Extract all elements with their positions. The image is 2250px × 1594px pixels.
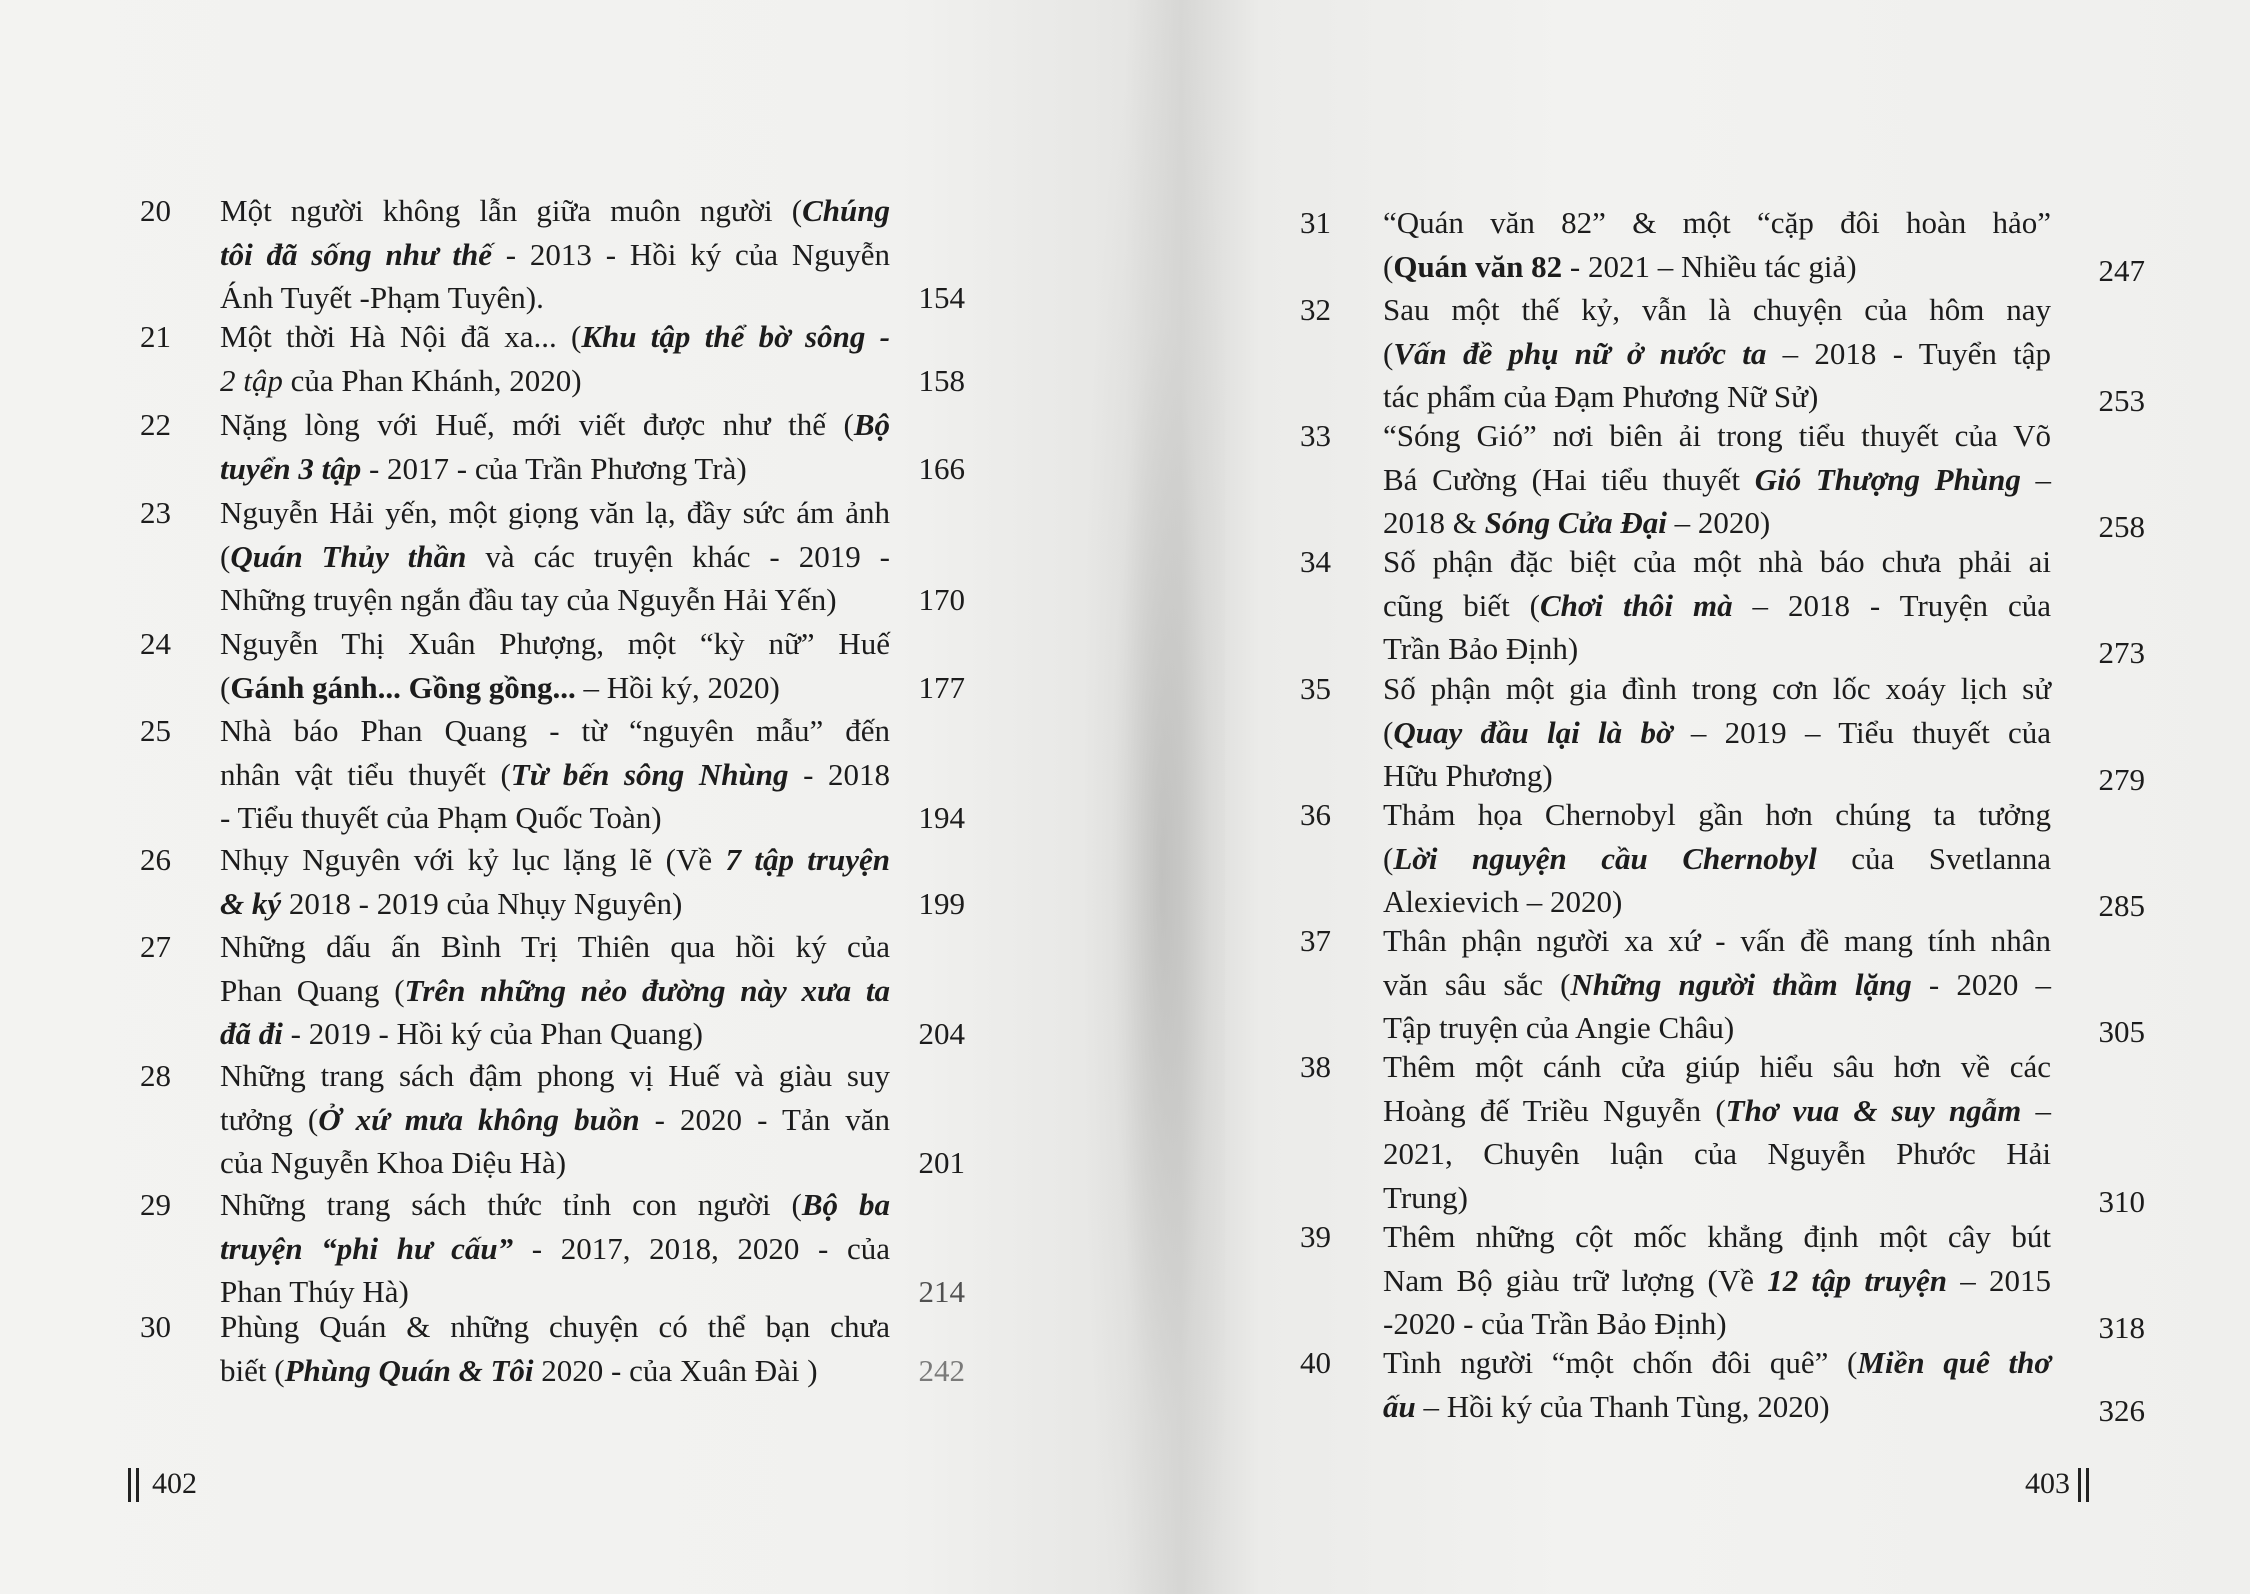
toc-entry-title-line	[220, 709, 890, 753]
toc-entry-title	[220, 709, 890, 840]
book-title-text: Chúng	[802, 193, 890, 228]
toc-entry-page: 258	[2098, 509, 2145, 544]
entry-text: - 2019 - Hồi ký của Phan Quang)	[282, 1016, 704, 1051]
entry-text: Những truyện ngắn đầu tay của Nguyễn Hải Yến)	[220, 582, 837, 617]
book-title-text: Miền quê thơ	[1857, 1345, 2051, 1380]
toc-entry-title	[1383, 1045, 2051, 1219]
toc-entry-number: 29	[140, 1187, 171, 1222]
toc-entry-title-line	[220, 838, 890, 882]
entry-text: tưởng (	[220, 1101, 319, 1137]
toc-entry-page: 170	[918, 582, 965, 617]
toc-entry-page: 158	[918, 362, 965, 398]
entry-text: – 2019 – Tiểu thuyết của	[1672, 714, 2051, 750]
toc-entry-title-line	[220, 189, 890, 233]
book-title-text: & ký	[220, 885, 282, 921]
book-title-text: Thơ vua & suy ngẫm	[1725, 1092, 2022, 1128]
toc-entry-title-line	[1383, 1176, 2051, 1220]
toc-entry-title-line	[1383, 1215, 2051, 1259]
book-title-text: Quán Thủy thần	[230, 538, 467, 574]
entry-text: – 2018 - Tuyển tập	[1766, 335, 2051, 371]
toc-entry-page: 305	[2098, 1014, 2145, 1049]
toc-entry-page: 214	[918, 1274, 965, 1309]
entry-text: – Hồi ký, 2020)	[575, 669, 780, 705]
entry-text: Nhà báo Phan Quang - từ “nguyên mẫu” đến	[220, 713, 890, 748]
toc-entry-title-line	[220, 1183, 890, 1227]
book-title-text: Phùng Quán & Tôi	[284, 1352, 534, 1388]
toc-entry	[1300, 288, 2145, 419]
toc-entry-title-line	[1383, 584, 2051, 628]
toc-entry	[140, 709, 965, 840]
entry-text: – Hồi ký của Thanh Tùng, 2020)	[1415, 1388, 1830, 1424]
toc-entry-number: 34	[1300, 544, 1331, 579]
entry-text: Số phận đặc biệt của một nhà báo chưa phải ai	[1383, 544, 2051, 579]
toc-entry-title-line	[220, 753, 890, 797]
entry-text: Số phận một gia đình trong cơn lốc xoáy lịch sử	[1383, 671, 2051, 706]
toc-entry-title-line	[1383, 458, 2051, 502]
toc-entry-title-line	[1383, 919, 2051, 963]
entry-text: Hữu Phương)	[1383, 758, 1553, 793]
toc-entry-title-line	[220, 925, 890, 969]
toc-entry-title	[220, 1305, 890, 1392]
entry-text: (	[1383, 335, 1394, 371]
entry-text: của Nguyễn Khoa Diệu Hà)	[220, 1145, 567, 1180]
book-title-text: Gió Thượng Phùng	[1754, 461, 2021, 497]
entry-text: – 2015	[1947, 1262, 2051, 1298]
toc-entry-number: 28	[140, 1058, 171, 1093]
folio-bars-icon	[2078, 1466, 2094, 1502]
toc-entry-title-line	[220, 276, 890, 320]
entry-text: 2018 &	[1383, 505, 1485, 540]
entry-text: Phan Thúy Hà)	[220, 1274, 409, 1309]
toc-entry-title-line	[1383, 288, 2051, 332]
entry-text: Ánh Tuyết -Phạm Tuyên).	[220, 280, 544, 315]
toc-entry-title-line	[1383, 375, 2051, 419]
toc-entry	[140, 315, 965, 402]
toc-entry-number: 23	[140, 495, 171, 530]
toc-entry-title-line	[220, 666, 890, 710]
toc-entry-page: 247	[2098, 252, 2145, 288]
entry-text: Bá Cường (Hai tiểu thuyết	[1383, 461, 1755, 497]
toc-entry-title-line	[1383, 711, 2051, 755]
book-title-text: Trên những nẻo đường này xưa ta	[404, 972, 890, 1008]
toc-entry-number: 35	[1300, 671, 1331, 706]
entry-text: Nguyễn Hải yến, một giọng văn lạ, đầy sức ám ảnh	[220, 495, 890, 530]
toc-entry-title-line	[1383, 332, 2051, 376]
book-title-text: 12 tập truyện	[1767, 1262, 1948, 1298]
toc-entry	[1300, 667, 2145, 798]
toc-entry-number: 38	[1300, 1049, 1331, 1084]
toc-entry-title-line	[1383, 963, 2051, 1007]
toc-entry-title	[1383, 667, 2051, 798]
toc-entry-number: 27	[140, 929, 171, 964]
toc-entry-title-line	[220, 622, 890, 666]
book-title-text: Ở xứ mưa không buồn	[318, 1101, 640, 1137]
toc-entry-title-line	[220, 1349, 890, 1393]
toc-entry-title-line	[1383, 1302, 2051, 1346]
book-title-text: Lời nguyện cầu Chernobyl	[1393, 840, 1817, 876]
toc-entry-number: 33	[1300, 418, 1331, 453]
book-title-text: tôi đã sống như thế	[220, 236, 492, 272]
entry-text: Tình người “một chốn đôi quê” (	[1383, 1345, 1858, 1380]
toc-entry-title-line	[1383, 414, 2051, 458]
entry-text: –	[2020, 461, 2051, 497]
toc-entry	[1300, 919, 2145, 1050]
entry-text: Những trang sách đậm phong vị Huế và giàu suy	[220, 1058, 890, 1093]
toc-entry	[1300, 1341, 2145, 1428]
toc-entry-page: 242	[918, 1352, 965, 1388]
book-title-text: Bộ	[853, 407, 890, 442]
toc-entry-title-line	[1383, 667, 2051, 711]
toc-entry-title	[220, 622, 890, 709]
book-title-text: truyện “phi hư cấu”	[220, 1230, 514, 1266]
toc-entry-title	[220, 403, 890, 490]
toc-entry-title	[220, 838, 890, 925]
toc-entry-number: 40	[1300, 1345, 1331, 1380]
entry-text: Trần Bảo Định)	[1383, 631, 1579, 666]
toc-entry-page: 326	[2098, 1392, 2145, 1428]
toc-entry-title-line	[1383, 880, 2051, 924]
entry-text: Nặng lòng với Huế, mới viết được như thế (	[220, 407, 854, 442]
entry-text: Một người không lẫn giữa muôn người (	[220, 193, 803, 228]
entry-text: (	[1383, 714, 1394, 750]
entry-text: của Svetlanna	[1816, 840, 2052, 876]
entry-text: Thêm một cánh cửa giúp hiểu sâu hơn về các	[1383, 1049, 2051, 1084]
toc-entry-title-line	[1383, 201, 2051, 245]
toc-entry-title	[220, 925, 890, 1056]
toc-entry-title-line	[1383, 1385, 2051, 1429]
entry-text: Một thời Hà Nội đã xa... (	[220, 319, 582, 354]
book-title-text: Quán văn 82	[1393, 248, 1563, 284]
book-title-text: đã đi	[220, 1016, 283, 1051]
toc-entry-page: 166	[918, 450, 965, 486]
entry-text: của Phan Khánh, 2020)	[282, 362, 582, 398]
toc-entry-title-line	[1383, 245, 2051, 289]
entry-text: Những dấu ấn Bình Trị Thiên qua hồi ký của	[220, 929, 890, 964]
toc-entry-number: 25	[140, 713, 171, 748]
toc-entry-number: 22	[140, 407, 171, 442]
entry-text: cũng biết (	[1383, 587, 1540, 623]
toc-entry-page: 201	[918, 1145, 965, 1180]
entry-text: Nhụy Nguyên với kỷ lục lặng lẽ (Về	[220, 842, 726, 877]
toc-entry	[140, 1054, 965, 1185]
entry-text: (	[220, 669, 231, 705]
toc-entry-number: 20	[140, 193, 171, 228]
entry-text: Thảm họa Chernobyl gần hơn chúng ta tưởng	[1383, 797, 2051, 832]
toc-entry-title-line	[220, 1012, 890, 1056]
toc-entry-title-line	[1383, 1089, 2051, 1133]
entry-text: Phan Quang (	[220, 972, 405, 1008]
toc-entry-number: 26	[140, 842, 171, 877]
entry-text: Tập truyện của Angie Châu)	[1383, 1010, 1735, 1045]
toc-entry	[1300, 201, 2145, 288]
book-title-text: tuyển 3 tập	[220, 450, 362, 486]
toc-entry-number: 31	[1300, 205, 1331, 240]
toc-entry-number: 36	[1300, 797, 1331, 832]
toc-entry-title-line	[220, 796, 890, 840]
entry-text: (	[1383, 840, 1394, 876]
entry-text: và các truyện khác - 2019 -	[466, 538, 890, 574]
toc-entry-title-line	[220, 969, 890, 1013]
entry-text: văn sâu sắc (	[1383, 966, 1571, 1002]
toc-entry-number: 37	[1300, 923, 1331, 958]
book-title-text: Bộ ba	[801, 1187, 890, 1222]
toc-entry-number: 39	[1300, 1219, 1331, 1254]
entry-text: Nam Bộ giàu trữ lượng (Về	[1383, 1262, 1768, 1298]
toc-entry-title-line	[220, 578, 890, 622]
toc-entry	[140, 403, 965, 490]
book-title-text: Sóng Cửa Đại	[1484, 505, 1667, 540]
entry-text: - 2018	[788, 756, 890, 792]
entry-text: - 2020 - Tản văn	[639, 1101, 890, 1137]
toc-entry	[140, 1183, 965, 1314]
book-title-text: Những người thầm lặng	[1570, 966, 1912, 1002]
toc-entry-page: 310	[2098, 1183, 2145, 1219]
entry-text: (	[1383, 248, 1394, 284]
toc-entry-title-line	[220, 403, 890, 447]
entry-text: Những trang sách thức tỉnh con người (	[220, 1187, 802, 1222]
toc-entry-page: 318	[2098, 1310, 2145, 1345]
entry-text: - 2017 - của Trần Phương Trà)	[361, 450, 747, 486]
toc-entry-title-line	[220, 315, 890, 359]
toc-entry	[140, 189, 965, 320]
toc-entry-title-line	[1383, 793, 2051, 837]
toc-entry-page: 285	[2098, 888, 2145, 923]
entry-text: Phùng Quán & những chuyện có thể bạn chưa	[220, 1309, 890, 1344]
toc-entry-title-line	[220, 1054, 890, 1098]
entry-text: 2020 - của Xuân Đài )	[533, 1352, 818, 1388]
toc-entry-title-line	[1383, 1006, 2051, 1050]
toc-entry	[140, 491, 965, 622]
toc-entry-title-line	[220, 359, 890, 403]
book-title-text: 2 tập	[220, 362, 283, 398]
book-title-text: Quay đầu lại là bờ	[1393, 714, 1673, 750]
toc-entry	[1300, 540, 2145, 671]
entry-text: Thân phận người xa xứ - vấn đề mang tính nhân	[1383, 923, 2051, 958]
toc-entry	[1300, 1215, 2145, 1346]
toc-entry	[140, 838, 965, 925]
toc-entry-number: 21	[140, 319, 171, 354]
toc-entry-page: 194	[918, 800, 965, 835]
entry-text: - 2013 - Hồi ký của Nguyễn	[491, 236, 890, 272]
toc-entry-page: 154	[918, 280, 965, 315]
book-title-text: Khu tập thể bờ sông -	[581, 319, 890, 354]
toc-entry-title	[1383, 793, 2051, 924]
toc-entry-title	[1383, 288, 2051, 419]
page-number: 402	[152, 1467, 197, 1501]
toc-entry-title	[220, 491, 890, 622]
entry-text: - 2021 – Nhiều tác giả)	[1562, 248, 1857, 284]
toc-entry-title-line	[1383, 1132, 2051, 1176]
toc-entry-page: 204	[918, 1016, 965, 1051]
entry-text: “Quán văn 82” & một “cặp đôi hoàn hảo”	[1383, 205, 2051, 240]
entry-text: - Tiểu thuyết của Phạm Quốc Toàn)	[220, 800, 662, 835]
toc-entry-number: 32	[1300, 292, 1331, 327]
toc-entry-title	[1383, 540, 2051, 671]
toc-entry-title-line	[220, 535, 890, 579]
toc-entry-title	[220, 315, 890, 402]
toc-entry	[140, 622, 965, 709]
entry-text: - 2017, 2018, 2020 - của	[513, 1230, 890, 1266]
toc-entry-title	[1383, 201, 2051, 288]
book-title-text: 7 tập truyện	[725, 842, 890, 877]
toc-entry-page: 253	[2098, 383, 2145, 418]
toc-entry-title-line	[1383, 754, 2051, 798]
entry-text: -2020 - của Trần Bảo Định)	[1383, 1306, 1727, 1341]
toc-entry	[1300, 1045, 2145, 1219]
book-title-text: Chơi thôi mà	[1539, 587, 1733, 623]
book-title-text: ấu	[1383, 1388, 1416, 1424]
toc-entry-title	[1383, 414, 2051, 545]
entry-text: - 2020 –	[1911, 966, 2051, 1002]
toc-entry-page: 177	[918, 669, 965, 705]
toc-entry	[140, 925, 965, 1056]
entry-text: – 2020)	[1666, 505, 1771, 540]
toc-entry-title-line	[220, 1227, 890, 1271]
entry-text: 2018 - 2019 của Nhụy Nguyên)	[281, 885, 683, 921]
toc-entry-title-line	[1383, 1259, 2051, 1303]
toc-entry-title-line	[220, 882, 890, 926]
page-number: 403	[2025, 1467, 2070, 1501]
toc-entry-title	[1383, 1215, 2051, 1346]
entry-text: 2021, Chuyên luận của Nguyễn Phước Hải	[1383, 1136, 2051, 1171]
toc-entry-title-line	[1383, 540, 2051, 584]
entry-text: (	[220, 538, 231, 574]
toc-entry-title-line	[1383, 627, 2051, 671]
book-title-text: Gánh gánh... Gồng gồng...	[230, 669, 576, 705]
entry-text: Trung)	[1383, 1179, 1468, 1215]
toc-entry	[1300, 793, 2145, 924]
toc-entry-title-line	[1383, 837, 2051, 881]
entry-text: biết (	[220, 1352, 285, 1388]
entry-text: nhân vật tiểu thuyết (	[220, 756, 511, 792]
entry-text: Sau một thế kỷ, vẫn là chuyện của hôm nay	[1383, 292, 2051, 327]
toc-entry-number: 30	[140, 1309, 171, 1344]
toc-entry-title	[220, 189, 890, 320]
left-page-folio	[128, 1465, 205, 1502]
entry-text: – 2018 - Truyện của	[1732, 587, 2051, 623]
entry-text: –	[2021, 1092, 2052, 1128]
toc-entry-page: 199	[918, 885, 965, 921]
toc-entry-page: 279	[2098, 762, 2145, 797]
entry-text: Hoàng đế Triều Nguyễn (	[1383, 1092, 1726, 1128]
entry-text: “Sóng Gió” nơi biên ải trong tiểu thuyết của Võ	[1383, 418, 2051, 453]
entry-text: Thêm những cột mốc khẳng định một cây bút	[1383, 1219, 2051, 1254]
toc-entry-title-line	[1383, 501, 2051, 545]
toc-entry-title-line	[220, 1141, 890, 1185]
right-page-folio	[2017, 1465, 2094, 1502]
toc-entry-title-line	[220, 1098, 890, 1142]
toc-entry-title	[220, 1183, 890, 1314]
toc-entry-title-line	[1383, 1341, 2051, 1385]
toc-entry	[1300, 414, 2145, 545]
toc-entry-page: 273	[2098, 635, 2145, 670]
toc-entry-title-line	[220, 491, 890, 535]
toc-entry-number: 24	[140, 626, 171, 661]
entry-text: Nguyễn Thị Xuân Phượng, một “kỳ nữ” Huế	[220, 626, 890, 661]
toc-entry-title	[1383, 919, 2051, 1050]
toc-entry-title-line	[1383, 1045, 2051, 1089]
toc-entry-title	[220, 1054, 890, 1185]
folio-bars-icon	[128, 1466, 144, 1502]
toc-entry-title	[1383, 1341, 2051, 1428]
toc-entry-title-line	[220, 1305, 890, 1349]
book-title-text: Vấn đề phụ nữ ở nước ta	[1393, 335, 1767, 371]
toc-entry	[140, 1305, 965, 1392]
toc-entry-title-line	[220, 233, 890, 277]
entry-text: Alexievich – 2020)	[1383, 884, 1623, 919]
toc-entry-title-line	[220, 447, 890, 491]
book-title-text: Từ bến sông Nhùng	[510, 756, 789, 792]
entry-text: tác phẩm của Đạm Phương Nữ Sử)	[1383, 379, 1819, 414]
